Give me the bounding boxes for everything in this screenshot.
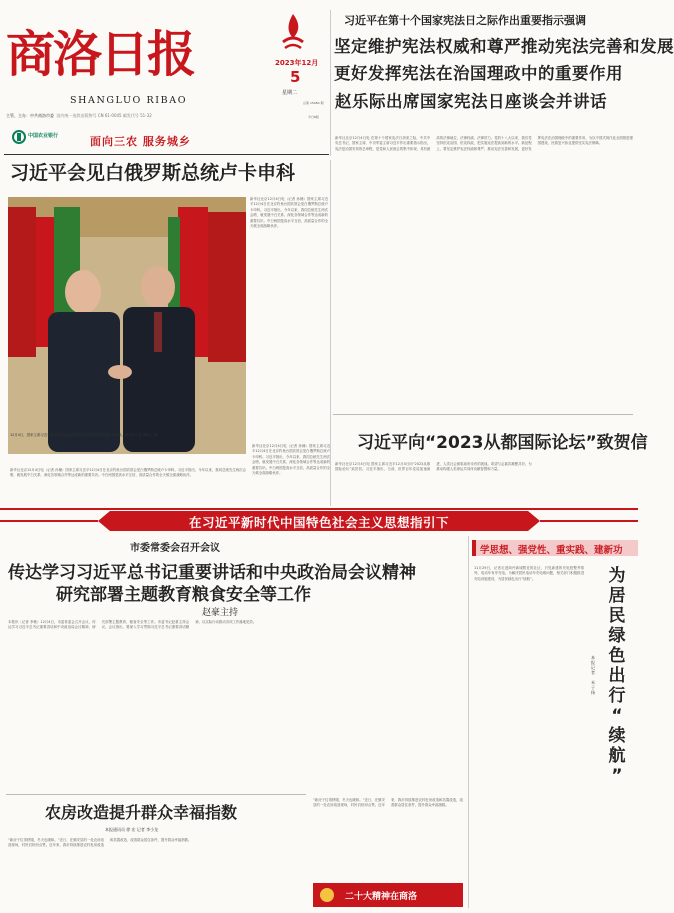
newspaper-english-name: SHANGLUO RIBAO [70, 95, 188, 106]
belarus-body-col1: 新华社北京12月4日电（记者 孙楠）国家主席习近平12月4日在北京钓鱼台国宾馆会见白俄罗斯总统卢卡申科。习近平指出，今年以来，我同总统先生两次会晤，就发展中白关系、深化各领域合作等达成新的重要共识。中白两国是高水平互信、高质量合作的全天候全面战略伙伴。 [250, 197, 328, 229]
committee-headline-1: 传达学习习近平总书记重要讲话和中央政治局会议精神 [8, 563, 416, 583]
date-day: 5 [290, 68, 301, 86]
committee-byline: 赵豪主持 [202, 608, 239, 618]
lead-headline-2: 更好发挥宪法在治国理政中的重要作用 [334, 64, 623, 83]
page-count: 今日8版 [308, 115, 319, 119]
housing-byline: 本报通讯员 徐 宏 记者 李小龙 [105, 827, 159, 832]
belarus-headline: 习近平会见白俄罗斯总统卢卡申科 [10, 162, 296, 184]
sidebar-tag: 学思想、强党性、重实践、建新功 [480, 545, 623, 556]
sponsor-line: 主管、主办：中共商洛市委 国内统一连续出版物号 CN 61-0045 邮发代号 51-32 [6, 113, 152, 118]
section-banner-text: 在习近平新时代中国特色社会主义思想指引下 [188, 515, 449, 530]
lead-body: 新华社北京12月4日电 在第十个国家宪法日到来之际，中共中央总书记、国家主席、中央军委主席习近平作出重要指示指出，宪法是治国安邦的总章程，是党和人民意志的集中体现，具有最高的法律地位、法律权威、法律效力。党的十八大以来，我们党坚持依宪治国、依宪执政，把实施宪法提高到新的水平。新征程上，要坚定维护宪法权威和尊严，推动宪法完善和发展，更好发挥宪法在治国理政中的重要作用，为以中国式现代化全面推进强国建设、民族复兴伟业提供坚实宪法保障。 [335, 136, 633, 151]
photo-caption: 12月4日，国家主席习近平在北京钓鱼台国宾馆会见白俄罗斯总统卢卡申科。新华社记者 黄敬文 摄 [10, 433, 158, 437]
meeting-photo [8, 197, 246, 454]
torch-emblem-icon [279, 12, 307, 54]
weekday: 星期二 [282, 90, 298, 96]
lead-kicker: 习近平在第十个国家宪法日之际作出重要指示强调 [344, 14, 586, 27]
bank-ad-logo [4, 127, 84, 151]
housing-body-right: “新房子住得舒服，冬天也暖和。”近日，在镇安县的一处农房改造现场，村民们纷纷点赞。近年来，我市持续推进农村危房改造和抗震改造，改善群众居住条件，提升群众幸福指数。 [313, 798, 463, 808]
committee-headline-2: 研究部署主题教育粮食安全等工作 [56, 585, 311, 605]
forum-headline: 习近平向“2023从都国际论坛”致贺信 [357, 433, 648, 453]
date-year-month: 2023年12月 [275, 59, 319, 67]
lead-headline-1: 坚定维护宪法权威和尊严推动宪法完善和发展 [334, 37, 674, 56]
bank-slogan: 面向三农 服务城乡 [90, 135, 191, 148]
belarus-body-col2: 新华社北京12月4日电（记者 孙楠）国家主席习近平12月4日在北京钓鱼台国宾馆会见白俄罗斯总统卢卡申科。习近平指出，今年以来，我同总统先生两次会晤，就发展中白关系、深化各领域合作等达成新的重要共识。中白两国是高水平互信、高质量合作的全天候全面战略伙伴。 [252, 444, 330, 476]
committee-kicker: 市委常委会召开会议 [130, 543, 220, 554]
sidebar-body: 11月29日，记者走进商丹新城附近的社区，只见新建的充电桩整齐排列，电动车有序充电。为解决居民电动车充电难问题，相关部门积极推进充电设施建设，为居民绿色出行“续航”。 [474, 566, 584, 581]
housing-headline: 农房改造提升群众幸福指数 [45, 803, 238, 822]
belarus-body-lower: 新华社北京12月4日电（记者 孙楠）国家主席习近平12月4日在北京钓鱼台国宾馆会见白俄罗斯总统卢卡申科。习近平指出，今年以来，我同总统先生两次会晤，就发展中白关系、深化各领域合作等达成新的重要共识。中白两国是高水平互信、高质量合作的全天候全面战略伙伴。 [10, 468, 246, 478]
bank-name: 中国农业银行 [28, 133, 59, 139]
sidebar-title: 为 居 民 绿 色 出 行 “ 续 航 ” [608, 566, 626, 786]
committee-body: 本报讯（记者 李敏）12月4日，市委常委会召开会议，传达学习习近平总书记重要讲话和中央政治局会议精神，研究部署主题教育、粮食安全等工作。市委书记赵豪主持会议。会议指出，要深入学习贯彻习近平总书记重要讲话精神，以实际行动推动各项工作落地见效。 [8, 620, 257, 630]
issue-number: 总第 15480 期 [303, 101, 324, 105]
newspaper-logo: 商洛日报 [6, 25, 195, 83]
sidebar-author: 本 报 记 者 米 子 扬 [591, 655, 595, 695]
bank-icon [12, 130, 26, 144]
forum-body: 新华社北京12月4日电 国家主席习近平12月4日向“2023从都国际论坛”致贺信。习近平指出，当前，世界百年变局加速演进，人类社会面临前所未有的挑战。希望与会嘉宾凝聚共识，为推动构建人类命运共同体贡献智慧和力量。 [335, 462, 532, 472]
promo-text: 二十大精神在商洛 [345, 892, 418, 902]
housing-body: “新房子住得舒服，冬天也暖和。”近日，在镇安县的一处农房改造现场，村民们纷纷点赞。近年来，我市持续推进农村危房改造和抗震改造，改善群众居住条件，提升群众幸福指数。 [8, 838, 192, 848]
lead-headline-3: 赵乐际出席国家宪法日座谈会并讲话 [335, 92, 607, 111]
